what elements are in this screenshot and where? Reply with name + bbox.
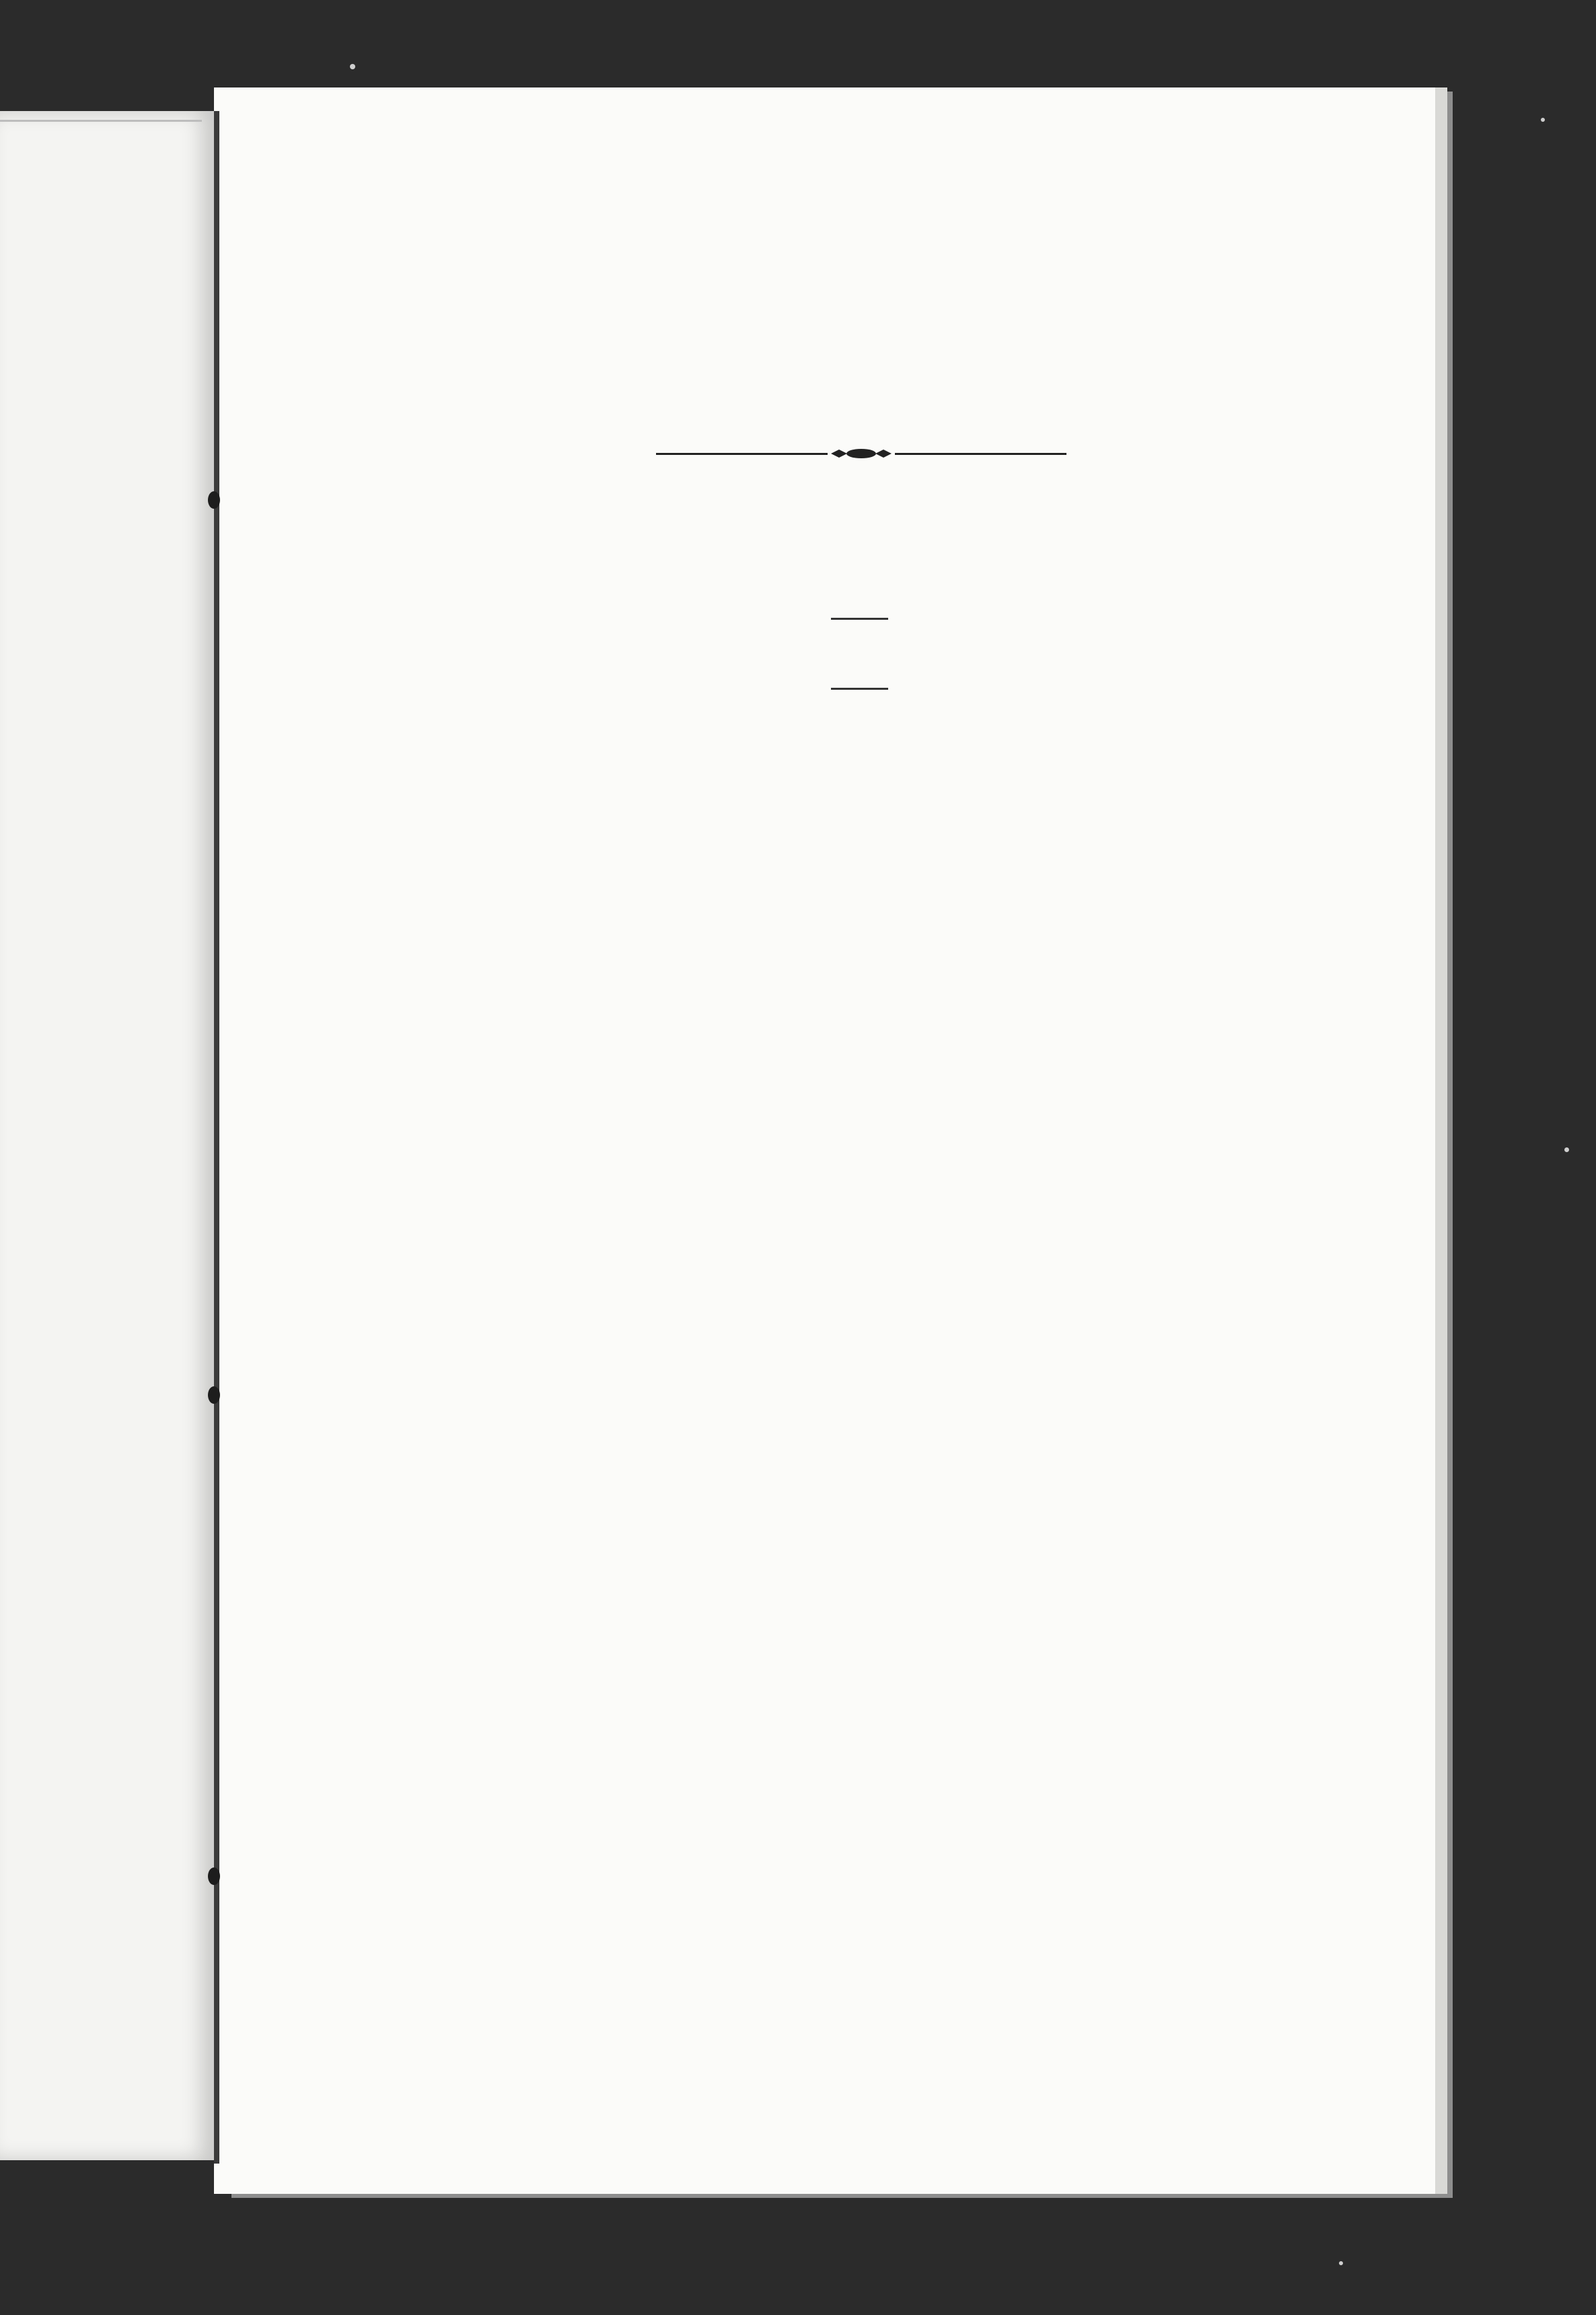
dust-speck: [350, 64, 355, 69]
chapter-rule: [831, 618, 888, 620]
binding-stitch: [208, 1386, 220, 1404]
section-ornament: [656, 441, 1066, 468]
dust-speck: [1541, 118, 1545, 122]
page-edge: [0, 120, 202, 122]
previous-page: [0, 111, 214, 2160]
binding-gutter: [214, 111, 219, 2164]
binding-stitch: [208, 1867, 220, 1885]
dust-speck: [1564, 1147, 1569, 1152]
chapter-rule: [831, 688, 888, 690]
book-page: [214, 87, 1435, 2194]
binding-stitch: [208, 491, 220, 509]
dust-speck: [1339, 2261, 1343, 2265]
